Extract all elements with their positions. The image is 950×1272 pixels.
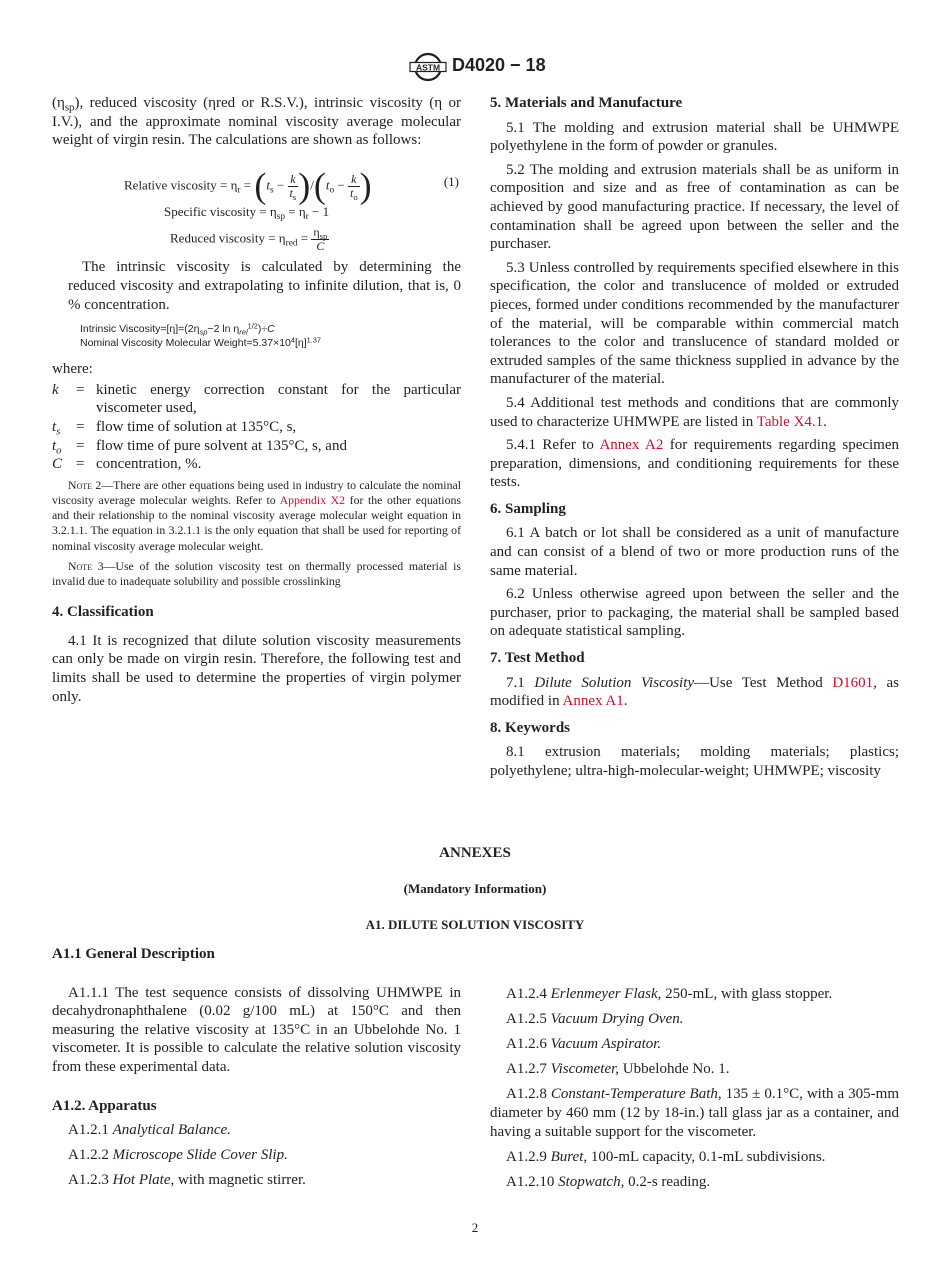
annex-a2-link[interactable]: Annex A2 [599, 437, 664, 454]
apparatus-item: A1.2.4 Erlenmeyer Flask, 250-mL, with glass stopper. [506, 986, 833, 1002]
apparatus-item: A1.2.7 Viscometer, Ubbelohde No. 1. [506, 1061, 730, 1078]
section-6-heading: 6. Sampling [490, 500, 566, 517]
paragraph-8-1: 8.1 extrusion materials; molding materials; plastics; polyethylene; ultra-high-molecular-weight; UHMWPE; viscosity [490, 744, 899, 779]
paragraph-a1-1-1: A1.1.1 The test sequence consists of dissolving UHMWPE in decahydronaphthalene (0.02 g/100 mL) at 150°C and then measuring the relative viscosity at 135°C in an Ubbelohde No. 1 viscometer. It is possible to calculate the relative solution viscosity from these experimental data. [52, 984, 461, 1075]
intrinsic-viscosity-paragraph: The intrinsic viscosity is calculated by determining the reduced viscosity and extrapolating to infinite dilution, that is, 0 % concentration. [68, 259, 461, 313]
astm-logo-icon [408, 52, 448, 82]
equation-relative-viscosity: Relative viscosity = $\eta_r = (t_s$ − $\frac{k}{t_s}$ )$/(t_o$ − $\frac{k}{t_o}$ ) (1) [124, 165, 459, 206]
paragraph-5-2: 5.2 The molding and extrusion materials shall be as uniform in composition and size and as free of contamination as can be achieved by good manufacturing practice. If necessary, the level of contamination shall be agreed upon between the seller and the purchaser. [490, 161, 899, 253]
mandatory-information-subtitle: (Mandatory Information) [403, 881, 547, 896]
page-header [0, 52, 950, 86]
left-column [52, 94, 461, 711]
equation-specific-viscosity: Specific viscosity = $\eta_{sp} = \eta_r - 1$ [164, 203, 330, 222]
paragraph-7-1: 7.1 Dilute Solution Viscosity—Use Test Method D1601, as modified in Annex A1. [490, 674, 900, 710]
where-label: where: [52, 361, 93, 378]
a1-1-heading: A1.1 General Description [52, 946, 215, 962]
note-2: Note 2—There are other equations being used in industry to calculate the nominal viscosity average molecular weights. Refer to Appendix X2 for the other equations and their relationship to the nominal viscosity average molecular weight equation in 3.2.1.1. The equation in 3.2.1.1 is the only equation that shall be used for reporting of nominal viscosity average molecular weight. [52, 477, 461, 553]
apparatus-item: A1.2.9 Buret, 100-mL capacity, 0.1-mL subdivisions. [506, 1148, 826, 1165]
where-row: C = concentration, %. [52, 456, 202, 473]
apparatus-item: A1.2.2 Microscope Slide Cover Slip. [68, 1147, 288, 1164]
table-x4-1-link[interactable]: Table X4.1 [756, 413, 824, 430]
equation-number: (1) [443, 173, 459, 189]
section-8-heading: 8. Keywords [490, 719, 570, 736]
where-row: $t_o$ = flow time of pure solvent at 135°C, s, and [52, 437, 347, 456]
section-4-heading: 4. Classification [52, 604, 154, 621]
intrinsic-viscosity-line: Intrinsic $Viscosity=[\eta]=(2\eta_{sp}-2$ $\ln \eta_{rel}^{1/2})\div C$ [80, 321, 275, 337]
document-designation: D4020 − 18 [452, 55, 546, 75]
apparatus-item: A1.2.6 Vacuum Aspirator. [506, 1036, 662, 1053]
intrinsic-viscosity-equations [52, 322, 461, 350]
a1-2-heading: A1.2. Apparatus [52, 1097, 157, 1114]
paragraph-6-2: 6.2 Unless otherwise agreed upon between the seller and the purchaser, prior to packaging, the material shall be sampled based on adequate statistical sampling. [490, 586, 899, 640]
annex-left-column [52, 945, 461, 1196]
where-definitions [52, 381, 461, 474]
molecular-weight-line: Nominal Viscosity Molecular $Weight=5.37\times 10^4[\eta]^{1.37}$ [80, 335, 321, 350]
paragraph-5-4-1: 5.4.1 Refer to Annex A2 for requirements regarding specimen preparation, dimensions, and conditioning requirements for these tests. [490, 437, 899, 491]
paragraph-4-1: 4.1 It is recognized that dilute solution viscosity measurements can only be made on virgin resin. Therefore, the following test and limits shall be used to determine the properties of virgin polymer only. [52, 632, 461, 705]
apparatus-item: A1.2.3 Hot Plate, with magnetic stirrer. [68, 1172, 306, 1189]
apparatus-item: A1.2.1 Analytical Balance. [68, 1122, 231, 1139]
paragraph-5-1: 5.1 The molding and extrusion material shall be UHMWPE polyethylene in the form of powder or granules. [490, 119, 899, 155]
equation-reduced-viscosity: Reduced viscosity = $\eta_{red}$ = $\frac{\eta_{sp}}{C}$ [170, 225, 328, 254]
d1601-link[interactable]: D1601 [832, 674, 874, 691]
appendix-x2-link[interactable]: Appendix X2 [279, 492, 346, 507]
where-row: k = kinetic energy correction constant for the particular viscometer used, [52, 381, 461, 417]
where-row: $t_s$ = flow time of solution at 135°C, s, [52, 418, 297, 438]
annex-a1-title: A1. DILUTE SOLUTION VISCOSITY [365, 917, 585, 932]
apparatus-item: A1.2.5 Vacuum Drying Oven. [506, 1011, 684, 1028]
svg-text:ASTM: ASTM [415, 62, 441, 73]
apparatus-item: A1.2.10 Stopwatch, 0.2-s reading. [506, 1173, 711, 1190]
intro-paragraph: $(\eta_{sp})$, reduced viscosity (ηred or R.S.V.), intrinsic viscosity (η or I.V.), and the approximate nominal viscosity average molecular weight of virgin resin. The calculations are shown as follows: [52, 95, 461, 149]
note-3: Note 3—Use of the solution viscosity test on thermally processed material is invalid due to inadequate solubility and possible crosslinking [52, 558, 461, 588]
annex-right-column [490, 985, 899, 1198]
paragraph-5-4: 5.4 Additional test methods and conditions that are commonly used to characterize UHMWPE are listed in Table X4.1. [490, 394, 899, 430]
right-column [490, 94, 899, 786]
paragraph-5-3: 5.3 Unless controlled by requirements specified elsewhere in this specification, the color and translucence of molded or extruded pieces, formed under conditions recommended by the manufacturer of the material, will be comparable within commercial match tolerances to the color and translucence of standard molded or extruded samples of the same thickness supplied in advance by the manufacturer of the material. [490, 259, 899, 388]
section-5-heading: 5. Materials and Manufacture [490, 95, 683, 111]
section-7-heading: 7. Test Method [490, 650, 585, 667]
annex-a1-link[interactable]: Annex A1 [562, 693, 624, 710]
annexes-title: ANNEXES [439, 845, 511, 861]
paragraph-6-1: 6.1 A batch or lot shall be considered as a unit of manufacture and can consist of a blend of two or more production runs of the same material. [490, 525, 899, 579]
apparatus-item: A1.2.8 Constant-Temperature Bath, 135 ± 0.1°C, with a 305-mm diameter by 460 mm (12 by 18-in.) tall glass jar as a container, and having a suitable support for the viscometer. [490, 1086, 899, 1140]
page-number: 2 [471, 1220, 479, 1235]
